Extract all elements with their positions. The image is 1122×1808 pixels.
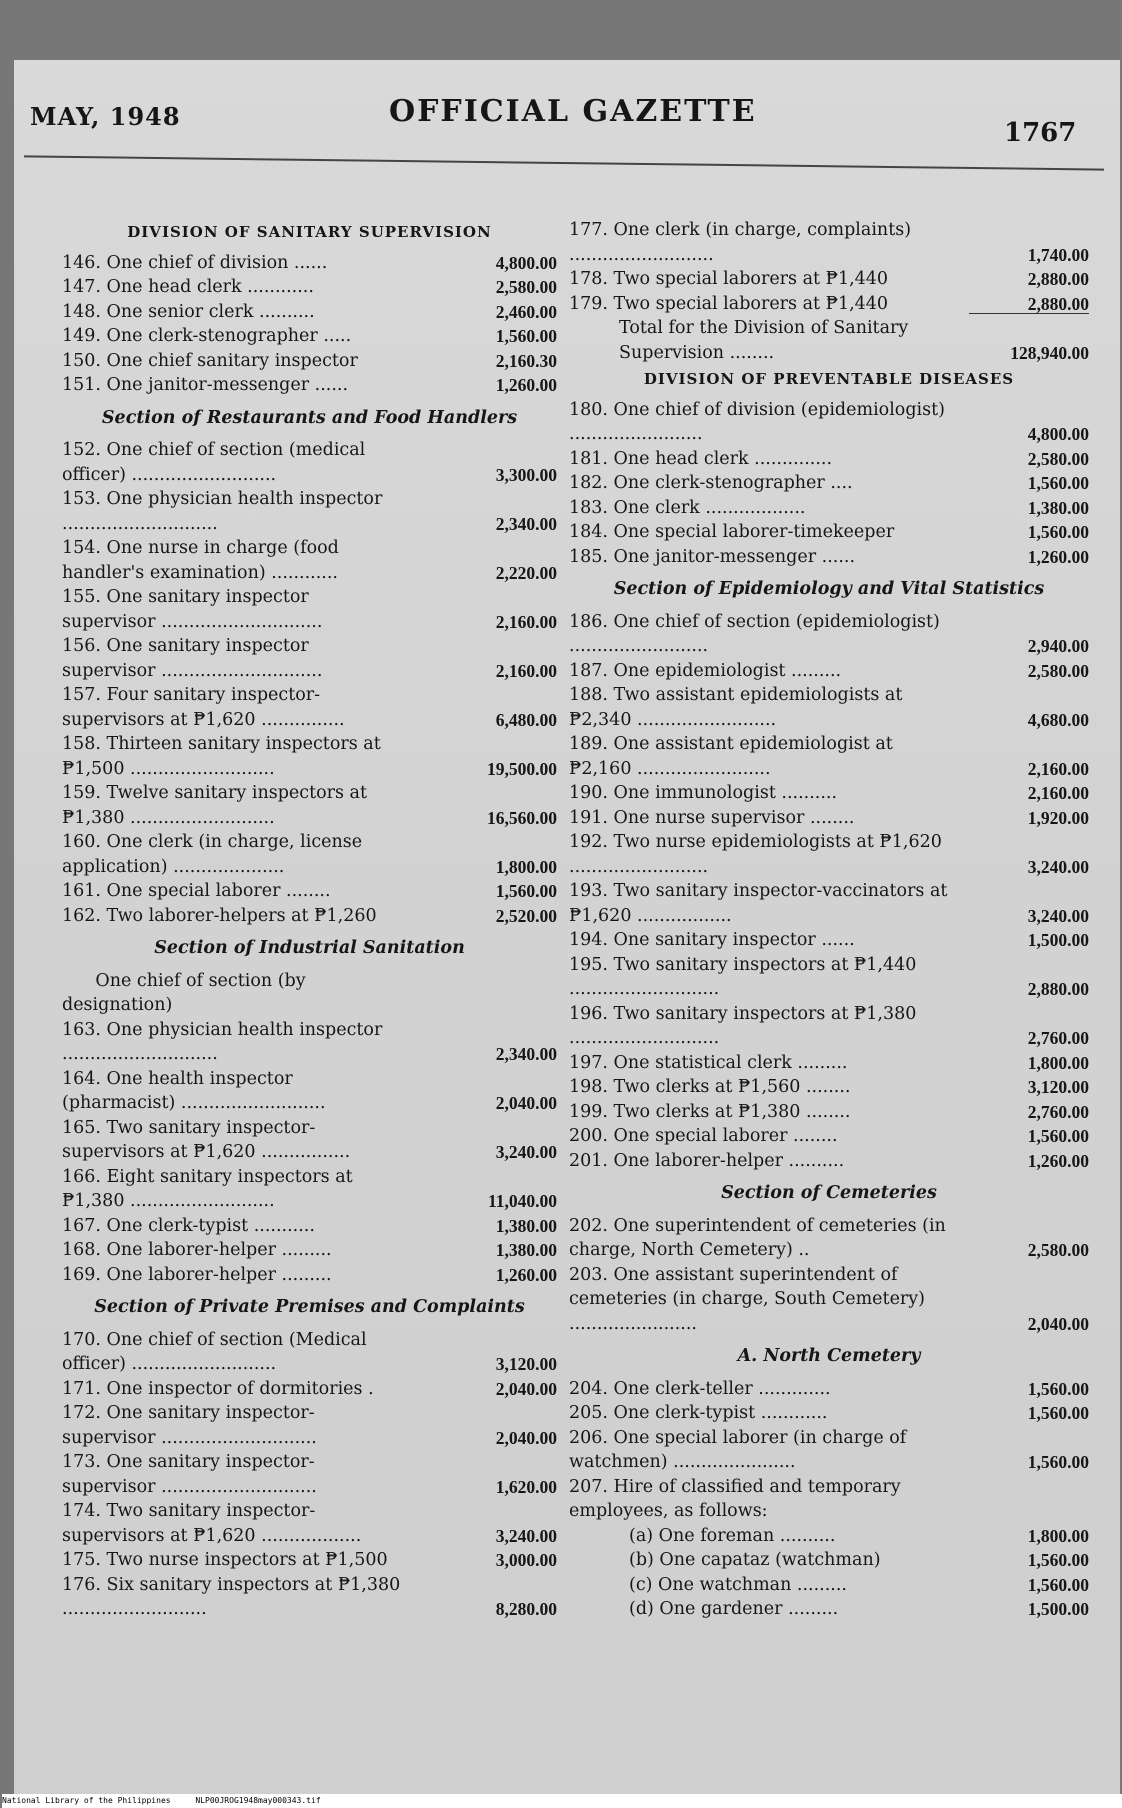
- line-item: [569, 1573, 1089, 1598]
- item-description: 159. Twelve sanitary inspectors at ₱1,380 ..........................: [62, 783, 373, 828]
- item-description: (d) One gardener .........: [629, 1599, 839, 1619]
- item-amount: 1,560.00: [1027, 522, 1089, 542]
- item-amount: 2,760.00: [1027, 1028, 1089, 1048]
- item-amount: 1,560.00: [495, 881, 557, 901]
- item-description: 182. One clerk-stenographer ....: [569, 473, 853, 493]
- line-item: [62, 438, 557, 487]
- section-heading: A. North Cemetery: [737, 1346, 921, 1366]
- line-item: [62, 1450, 557, 1499]
- item-amount: 2,760.00: [1027, 1101, 1089, 1122]
- item-amount: 2,880.00: [1027, 979, 1089, 999]
- item-amount: 4,800.00: [1027, 424, 1089, 444]
- item-description: 194. One sanitary inspector ......: [569, 930, 855, 950]
- item-amount: 1,260.00: [1027, 546, 1089, 567]
- item-description: (c) One watchman .........: [629, 1574, 847, 1595]
- item-amount: 1,560.00: [1027, 473, 1089, 493]
- item-description: 170. One chief of section (Medical officer) ..........................: [62, 1329, 373, 1374]
- item-description: 156. One sanitary inspector supervisor .............................: [62, 636, 323, 681]
- item-description: 165. Two sanitary inspector-supervisors at ₱1,620 ................: [62, 1117, 351, 1162]
- item-amount: 19,500.00: [487, 758, 557, 779]
- line-item: [62, 969, 557, 1018]
- footer-library: National Library of the Philippines: [2, 1796, 171, 1805]
- item-amount: 2,040.00: [1027, 1313, 1089, 1334]
- division-heading: DIVISION OF SANITARY SUPERVISION: [127, 223, 492, 241]
- item-description: (a) One foreman ..........: [629, 1525, 836, 1546]
- scan-footer: [2, 1794, 1122, 1808]
- item-description: 180. One chief of division (epidemiologist) ........................: [569, 399, 951, 444]
- item-description: 174. Two sanitary inspector-supervisors at ₱1,620 ..................: [62, 1501, 362, 1546]
- item-amount: 1,260.00: [1027, 1150, 1089, 1171]
- section-heading: Section of Private Premises and Complaints: [94, 1297, 525, 1317]
- line-item: [62, 781, 557, 830]
- header-date: MAY, 1948: [30, 102, 181, 131]
- line-item: [569, 545, 1089, 570]
- item-amount: 3,240.00: [1027, 856, 1089, 877]
- line-item: [569, 1149, 1089, 1174]
- item-amount: 1,560.00: [1027, 1452, 1089, 1472]
- line-item: [569, 1100, 1089, 1125]
- item-description: 185. One janitor-messenger ......: [569, 546, 856, 567]
- item-description: 205. One clerk-typist ............: [569, 1403, 828, 1423]
- item-description: 193. Two sanitary inspector-vaccinators at ₱1,620 .................: [569, 881, 954, 926]
- item-amount: 3,240.00: [495, 1525, 557, 1546]
- line-item: [62, 879, 557, 904]
- item-amount: 1,380.00: [1027, 497, 1089, 518]
- item-description: 200. One special laborer ........: [569, 1126, 838, 1146]
- item-description: 148. One senior clerk ..........: [62, 301, 315, 322]
- item-description: 172. One sanitary inspector-supervisor ............................: [62, 1403, 317, 1448]
- line-item: [62, 732, 557, 781]
- item-amount: 2,580.00: [1027, 1240, 1089, 1260]
- item-amount: 3,120.00: [1027, 1077, 1089, 1097]
- line-item: [62, 536, 557, 585]
- item-amount: 4,800.00: [495, 252, 557, 273]
- item-description: 155. One sanitary inspector supervisor .............................: [62, 587, 323, 632]
- item-amount: 3,120.00: [495, 1354, 557, 1374]
- item-description: 162. Two laborer-helpers at ₱1,260: [62, 905, 377, 926]
- line-item: [62, 349, 557, 374]
- line-item: [62, 487, 557, 536]
- item-description: 157. Four sanitary inspector-supervisors at ₱1,620 ...............: [62, 685, 345, 730]
- item-amount: 2,940.00: [1027, 636, 1089, 656]
- line-item: [62, 634, 557, 683]
- item-description: 166. Eight sanitary inspectors at ₱1,380 ..........................: [62, 1166, 359, 1211]
- line-item: [569, 447, 1089, 472]
- line-item: [569, 1002, 1089, 1051]
- item-amount: 128,940.00: [1010, 342, 1089, 363]
- line-item: [62, 683, 557, 732]
- item-amount: 2,880.00: [1027, 269, 1089, 289]
- item-amount: 1,560.00: [1027, 1550, 1089, 1570]
- line-item: [62, 300, 557, 325]
- item-description: 158. Thirteen sanitary inspectors at ₱1,500 ..........................: [62, 734, 387, 779]
- item-amount: 1,800.00: [1027, 1052, 1089, 1073]
- item-description: (b) One capataz (watchman): [629, 1550, 881, 1570]
- item-amount: 2,520.00: [495, 905, 557, 926]
- item-description: Total for the Division of Sanitary Supervision ........: [619, 318, 914, 363]
- line-item: [62, 830, 557, 879]
- item-description: 199. Two clerks at ₱1,380 ........: [569, 1101, 851, 1122]
- item-description: 189. One assistant epidemiologist at ₱2,160 ........................: [569, 734, 899, 779]
- line-item: [569, 471, 1089, 496]
- line-item: [569, 1075, 1089, 1100]
- item-amount: 1,500.00: [1027, 1599, 1089, 1619]
- item-amount: 1,560.00: [1027, 1126, 1089, 1146]
- item-description: 175. Two nurse inspectors at ₱1,500: [62, 1550, 388, 1570]
- item-amount: 8,280.00: [495, 1599, 557, 1619]
- line-item: [62, 585, 557, 634]
- line-item: [62, 904, 557, 929]
- item-amount: 1,560.00: [1027, 1403, 1089, 1423]
- item-description: 207. Hire of classified and temporary employees, as follows:: [569, 1476, 907, 1521]
- item-amount: 2,160.00: [1027, 758, 1089, 779]
- item-amount: 2,160.30: [495, 350, 557, 371]
- footer-file: NLP00JROG1948may000343.tif: [195, 1796, 321, 1805]
- item-amount: 4,680.00: [1027, 709, 1089, 730]
- line-item: [62, 1377, 557, 1402]
- item-amount: 2,880.00: [1027, 293, 1089, 314]
- line-item: [62, 373, 557, 398]
- item-amount: 1,800.00: [495, 856, 557, 877]
- line-item: [569, 1524, 1089, 1549]
- item-amount: 2,220.00: [495, 562, 557, 583]
- item-description: 154. One nurse in charge (food handler's examination) ............: [62, 538, 345, 583]
- line-item: [62, 1018, 557, 1067]
- page-number: 1767: [1004, 118, 1077, 148]
- section-heading: Section of Epidemiology and Vital Statistics: [613, 579, 1045, 599]
- line-item: [62, 1116, 557, 1165]
- item-description: 149. One clerk-stenographer .....: [62, 326, 352, 346]
- item-description: 152. One chief of section (medical officer) ..........................: [62, 440, 371, 485]
- line-item: [62, 1214, 557, 1239]
- item-description: 203. One assistant superintendent of cemeteries (in charge, South Cemetery) .......................: [569, 1264, 931, 1334]
- line-item: [569, 1548, 1089, 1573]
- item-description: 173. One sanitary inspector-supervisor ............................: [62, 1452, 317, 1497]
- line-item: [62, 1573, 557, 1622]
- item-description: 197. One statistical clerk .........: [569, 1052, 848, 1073]
- item-description: 178. Two special laborers at ₱1,440: [569, 269, 889, 289]
- item-description: 167. One clerk-typist ...........: [62, 1215, 315, 1236]
- item-amount: 1,500.00: [1027, 930, 1089, 950]
- item-description: 192. Two nurse epidemiologists at ₱1,620 .........................: [569, 832, 948, 877]
- item-description: 171. One inspector of dormitories .: [62, 1378, 374, 1399]
- item-description: 168. One laborer-helper .........: [62, 1240, 332, 1260]
- item-description: 151. One janitor-messenger ......: [62, 375, 349, 395]
- line-item: [569, 1377, 1089, 1402]
- line-item: [62, 1238, 557, 1263]
- line-item: [569, 1475, 1089, 1524]
- line-item: [62, 1263, 557, 1288]
- line-item: [569, 1597, 1089, 1622]
- item-description: 153. One physician health inspector ............................: [62, 489, 388, 534]
- line-item: [569, 1124, 1089, 1149]
- item-description: 177. One clerk (in charge, complaints) ..........................: [569, 220, 917, 265]
- item-description: 198. Two clerks at ₱1,560 ........: [569, 1077, 851, 1097]
- line-item: [62, 1328, 557, 1377]
- item-amount: 1,620.00: [495, 1476, 557, 1497]
- item-amount: 16,560.00: [487, 807, 557, 828]
- item-description: 190. One immunologist ..........: [569, 783, 838, 803]
- item-amount: 2,340.00: [495, 513, 557, 534]
- line-item: [569, 267, 1089, 292]
- item-amount: 3,300.00: [495, 464, 557, 485]
- item-description: 195. Two sanitary inspectors at ₱1,440 ...........................: [569, 954, 922, 999]
- line-item: [569, 496, 1089, 521]
- line-item: [569, 953, 1089, 1002]
- item-description: 201. One laborer-helper ..........: [569, 1150, 845, 1171]
- item-amount: 2,040.00: [495, 1378, 557, 1399]
- item-description: 206. One special laborer (in charge of watchmen) ......................: [569, 1427, 912, 1472]
- item-amount: 1,560.00: [495, 326, 557, 346]
- line-item: [62, 1067, 557, 1116]
- item-amount: 1,260.00: [495, 1264, 557, 1285]
- line-item: [569, 928, 1089, 953]
- line-item: [569, 610, 1089, 659]
- item-description: 186. One chief of section (epidemiologist) .........................: [569, 611, 946, 656]
- item-amount: 1,260.00: [495, 375, 557, 395]
- item-description: 176. Six sanitary inspectors at ₱1,380 ..........................: [62, 1574, 406, 1619]
- line-item: [62, 324, 557, 349]
- item-amount: 2,040.00: [495, 1427, 557, 1448]
- item-amount: 2,580.00: [495, 277, 557, 297]
- item-description: 184. One special laborer-timekeeper: [569, 522, 895, 542]
- header-rule: [24, 155, 1104, 170]
- line-item: [569, 781, 1089, 806]
- line-item: [569, 1401, 1089, 1426]
- line-item: [569, 398, 1089, 447]
- item-description: 196. Two sanitary inspectors at ₱1,380 ...........................: [569, 1003, 922, 1048]
- item-description: 169. One laborer-helper .........: [62, 1264, 332, 1285]
- item-amount: 2,580.00: [1027, 448, 1089, 469]
- line-item: [62, 1165, 557, 1214]
- item-description: 202. One superintendent of cemeteries (in charge, North Cemetery) ..: [569, 1215, 952, 1260]
- item-description: 187. One epidemiologist .........: [569, 660, 842, 681]
- item-description: 179. Two special laborers at ₱1,440: [569, 293, 889, 314]
- line-item: [569, 683, 1089, 732]
- section-heading: Section of Restaurants and Food Handlers: [101, 407, 518, 428]
- line-item: [569, 1214, 1089, 1263]
- line-item: [569, 659, 1089, 684]
- item-description: 188. Two assistant epidemiologists at ₱2,340 .........................: [569, 685, 908, 730]
- line-item: [569, 879, 1089, 928]
- item-amount: 3,240.00: [1027, 905, 1089, 926]
- item-description: 191. One nurse supervisor ........: [569, 807, 855, 828]
- item-amount: 2,160.00: [495, 660, 557, 681]
- item-amount: 1,560.00: [1027, 1574, 1089, 1595]
- item-amount: 2,580.00: [1027, 660, 1089, 681]
- line-item: [62, 1401, 557, 1450]
- right-column: [569, 218, 1089, 1622]
- item-amount: 11,040.00: [487, 1191, 557, 1211]
- section-heading: Section of Cemeteries: [721, 1183, 937, 1203]
- left-column: [62, 218, 557, 1622]
- item-amount: 2,460.00: [495, 301, 557, 322]
- item-description: 183. One clerk ..................: [569, 497, 806, 518]
- sum-rule: [969, 313, 1089, 314]
- gazette-page: [14, 60, 1120, 1795]
- item-description: 163. One physician health inspector ............................: [62, 1019, 388, 1064]
- item-amount: 2,160.00: [495, 611, 557, 632]
- item-amount: 2,040.00: [495, 1093, 557, 1113]
- line-item: [62, 1548, 557, 1573]
- item-description: 181. One head clerk ..............: [569, 448, 833, 469]
- item-description: One chief of section (by designation): [62, 970, 312, 1015]
- item-description: 147. One head clerk ............: [62, 277, 314, 297]
- line-item: [62, 1499, 557, 1548]
- item-amount: 3,240.00: [495, 1142, 557, 1162]
- item-amount: 1,380.00: [495, 1215, 557, 1236]
- item-amount: 3,000.00: [495, 1550, 557, 1570]
- header-title: OFFICIAL GAZETTE: [389, 94, 757, 129]
- item-description: 204. One clerk-teller .............: [569, 1378, 831, 1399]
- line-item: [569, 830, 1089, 879]
- item-description: 161. One special laborer ........: [62, 881, 331, 901]
- section-heading: Section of Industrial Sanitation: [154, 938, 465, 958]
- line-item: [62, 275, 557, 300]
- item-amount: 1,380.00: [495, 1240, 557, 1260]
- line-item: [569, 1051, 1089, 1076]
- item-description: 164. One health inspector (pharmacist) ..........................: [62, 1068, 326, 1113]
- item-amount: 1,560.00: [1027, 1378, 1089, 1399]
- line-item: [569, 806, 1089, 831]
- line-item: [569, 520, 1089, 545]
- line-item: [569, 218, 1089, 267]
- division-heading: DIVISION OF PREVENTABLE DISEASES: [643, 370, 1015, 388]
- line-item: [569, 1426, 1089, 1475]
- item-description: 150. One chief sanitary inspector: [62, 350, 358, 371]
- line-item: [569, 1263, 1089, 1337]
- total-row: [569, 316, 1089, 365]
- item-amount: 2,160.00: [1027, 783, 1089, 803]
- line-item: [569, 732, 1089, 781]
- item-amount: 1,800.00: [1027, 1525, 1089, 1546]
- item-description: 146. One chief of division ......: [62, 252, 328, 273]
- item-description: 160. One clerk (in charge, license application) ....................: [62, 832, 368, 877]
- item-amount: 1,740.00: [1027, 244, 1089, 265]
- line-item: [62, 251, 557, 276]
- item-amount: 1,920.00: [1027, 807, 1089, 828]
- item-amount: 6,480.00: [495, 709, 557, 730]
- item-amount: 2,340.00: [495, 1044, 557, 1064]
